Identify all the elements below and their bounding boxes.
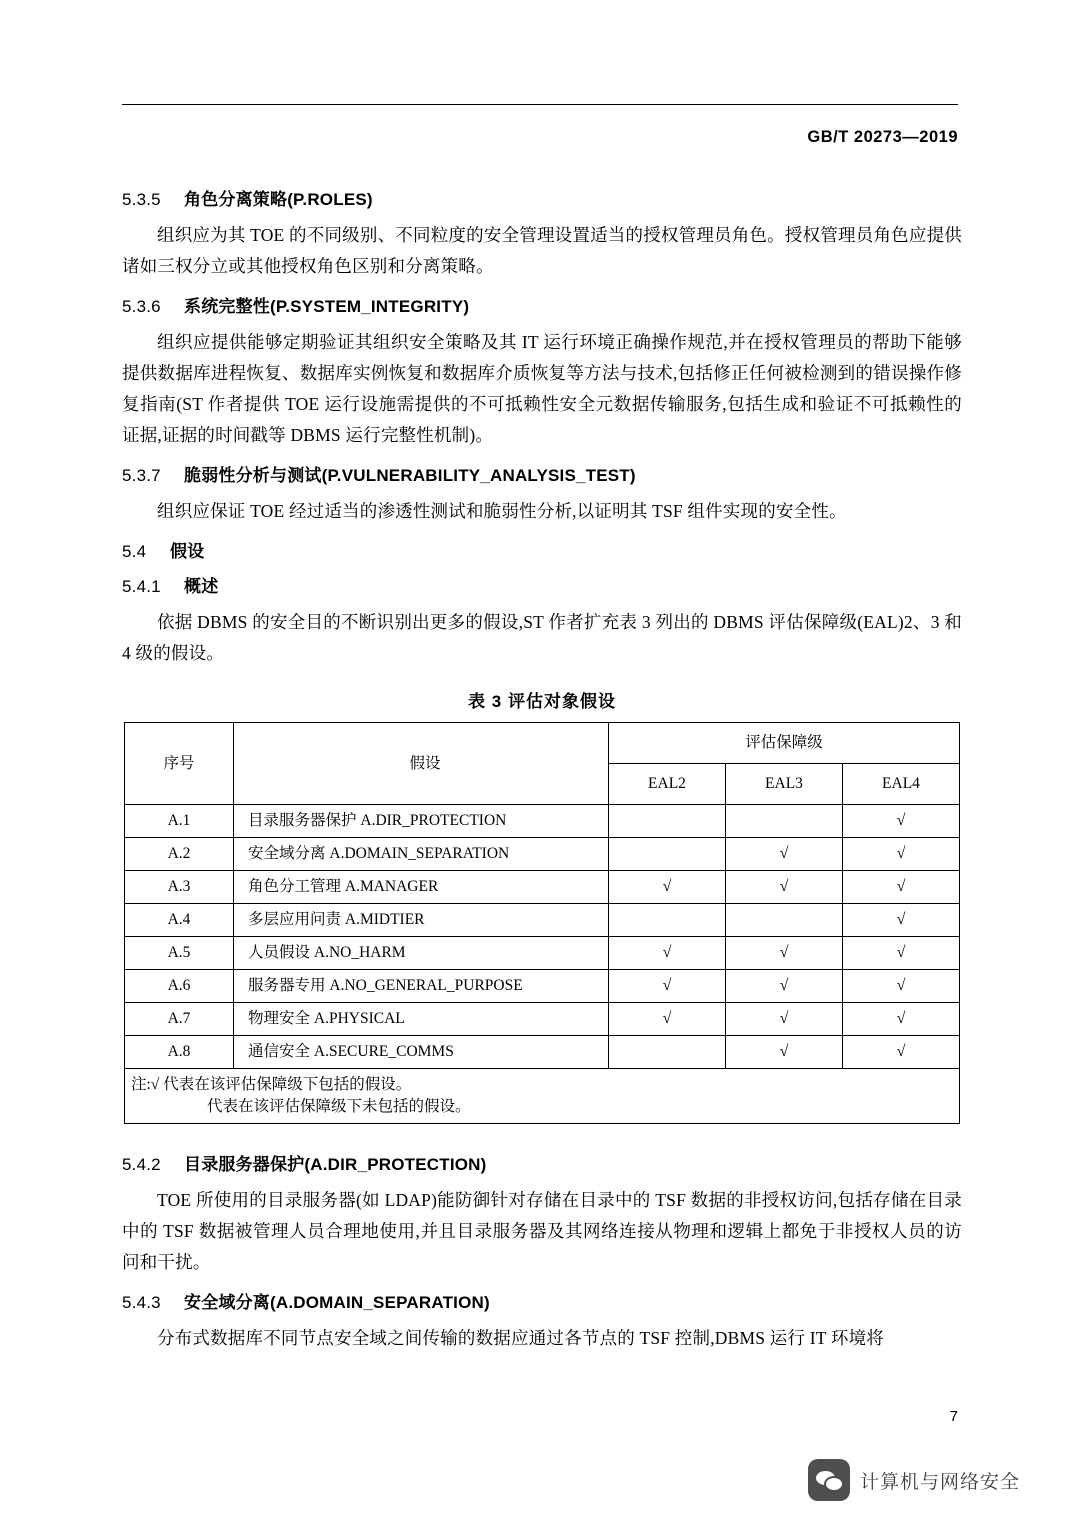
cell-desc: 安全域分离 A.DOMAIN_SEPARATION [234,838,609,871]
paragraph-5-3-6: 组织应提供能够定期验证其组织安全策略及其 IT 运行环境正确操作规范,并在授权管理员的帮助下能够提供数据库进程恢复、数据库实例恢复和数据库介质恢复等方法与技术,包括修正任何被检测到的错误操作修复指南(ST 作者提供 TOE 运行设施需提供的不可抵赖性安全元数据传输服务,包括生成和验证不可抵赖性的证据,证据的时间戳等 DBMS 运行完整性机制)。 [122,332,962,445]
cell-eal2 [609,904,726,937]
table-note-line-1: 注:√ 代表在该评估保障级下包括的假设。 [131,1076,412,1093]
cell-no: A.3 [125,871,234,904]
cell-desc: 角色分工管理 A.MANAGER [234,871,609,904]
paragraph-5-4-3: 分布式数据库不同节点安全域之间传输的数据应通过各节点的 TSF 控制,DBMS 运行 IT 环境将 [157,1328,885,1348]
assumptions-table [124,722,960,1124]
heading-number: 5.3.6 [122,297,161,316]
header-eal2: EAL2 [609,764,726,805]
header-eal4: EAL4 [843,764,960,805]
document-content [122,185,962,1364]
cell-eal3: √ [726,871,843,904]
header-eal3: EAL3 [726,764,843,805]
cell-eal4: √ [843,1036,960,1069]
cell-no: A.6 [125,970,234,1003]
heading-5-3-7 [122,461,962,486]
cell-desc: 多层应用问责 A.MIDTIER [234,904,609,937]
cell-desc: 目录服务器保护 A.DIR_PROTECTION [234,805,609,838]
cell-eal2: √ [609,970,726,1003]
standard-code: GB/T 20273—2019 [807,128,958,146]
heading-5-4-2 [122,1150,962,1175]
heading-5-3-5 [122,185,962,210]
heading-number: 5.4.3 [122,1293,161,1312]
header-group-eal: 评估保障级 [609,723,960,764]
cell-eal4: √ [843,871,960,904]
heading-number: 5.4.2 [122,1155,161,1174]
cell-eal2: √ [609,937,726,970]
cell-no: A.1 [125,805,234,838]
cell-eal3: √ [726,937,843,970]
heading-number: 5.3.5 [122,190,161,209]
table-row [125,937,960,970]
cell-desc: 通信安全 A.SECURE_COMMS [234,1036,609,1069]
table-row [125,871,960,904]
heading-5-4-1 [122,572,962,597]
cell-no: A.4 [125,904,234,937]
cell-eal4: √ [843,970,960,1003]
table-row [125,970,960,1003]
cell-eal3: √ [726,970,843,1003]
header-assumption: 假设 [234,723,609,805]
table-row [125,805,960,838]
cell-eal3: √ [726,838,843,871]
paragraph-5-4-2: TOE 所使用的目录服务器(如 LDAP)能防御针对存储在目录中的 TSF 数据的非授权访问,包括存储在目录中的 TSF 数据被管理人员合理地使用,并且目录服务器及其网络连接从物理和逻辑上都免于非授权人员的访问和干扰。 [122,1190,962,1272]
paragraph-5-4-1: 依据 DBMS 的安全目的不断识别出更多的假设,ST 作者扩充表 3 列出的 DBMS 评估保障级(EAL)2、3 和 4 级的假设。 [122,612,962,663]
cell-desc: 物理安全 A.PHYSICAL [234,1003,609,1036]
heading-title: 角色分离策略(P.ROLES) [184,190,373,209]
table-row [125,1003,960,1036]
cell-eal4: √ [843,1003,960,1036]
cell-eal2 [609,805,726,838]
heading-title: 假设 [170,542,205,561]
cell-no: A.8 [125,1036,234,1069]
heading-number: 5.4 [122,542,147,561]
heading-number: 5.4.1 [122,577,161,596]
cell-eal3 [726,805,843,838]
table-note [125,1069,960,1124]
cell-no: A.5 [125,937,234,970]
paragraph-5-3-7: 组织应保证 TOE 经过适当的渗透性测试和脆弱性分析,以证明其 TSF 组件实现的安全性。 [157,501,847,521]
paragraph-5-3-5: 组织应为其 TOE 的不同级别、不同粒度的安全管理设置适当的授权管理员角色。授权管理员角色应提供诸如三权分立或其他授权角色区别和分离策略。 [122,225,962,276]
heading-number: 5.3.7 [122,466,161,485]
wechat-watermark [808,1459,1020,1501]
heading-title: 目录服务器保护(A.DIR_PROTECTION) [184,1155,487,1174]
table-header-row-1 [125,723,960,764]
table-note-row [125,1069,960,1124]
table-row [125,838,960,871]
heading-title: 安全域分离(A.DOMAIN_SEPARATION) [184,1293,490,1312]
cell-eal3 [726,904,843,937]
cell-eal4: √ [843,838,960,871]
cell-eal3: √ [726,1003,843,1036]
table-caption: 表 3 评估对象假设 [468,692,616,711]
cell-eal2 [609,1036,726,1069]
cell-eal4: √ [843,937,960,970]
cell-eal2: √ [609,1003,726,1036]
table-row [125,1036,960,1069]
heading-5-3-6 [122,292,962,317]
heading-title: 脆弱性分析与测试(P.VULNERABILITY_ANALYSIS_TEST) [184,466,636,485]
heading-title: 概述 [184,577,219,596]
cell-no: A.2 [125,838,234,871]
cell-desc: 服务器专用 A.NO_GENERAL_PURPOSE [234,970,609,1003]
wechat-icon [808,1459,850,1501]
cell-eal2 [609,838,726,871]
cell-no: A.7 [125,1003,234,1036]
heading-5-4-3 [122,1288,962,1313]
header-rule [122,104,958,105]
heading-5-4 [122,537,962,562]
cell-eal4: √ [843,904,960,937]
cell-desc: 人员假设 A.NO_HARM [234,937,609,970]
table-note-line-2: 代表在该评估保障级下未包括的假设。 [207,1098,471,1115]
cell-eal3: √ [726,1036,843,1069]
cell-eal4: √ [843,805,960,838]
cell-eal2: √ [609,871,726,904]
page-number: 7 [949,1408,958,1425]
header-no: 序号 [125,723,234,805]
heading-title: 系统完整性(P.SYSTEM_INTEGRITY) [184,297,470,316]
wechat-account-name: 计算机与网络安全 [859,1471,1020,1493]
table-row [125,904,960,937]
